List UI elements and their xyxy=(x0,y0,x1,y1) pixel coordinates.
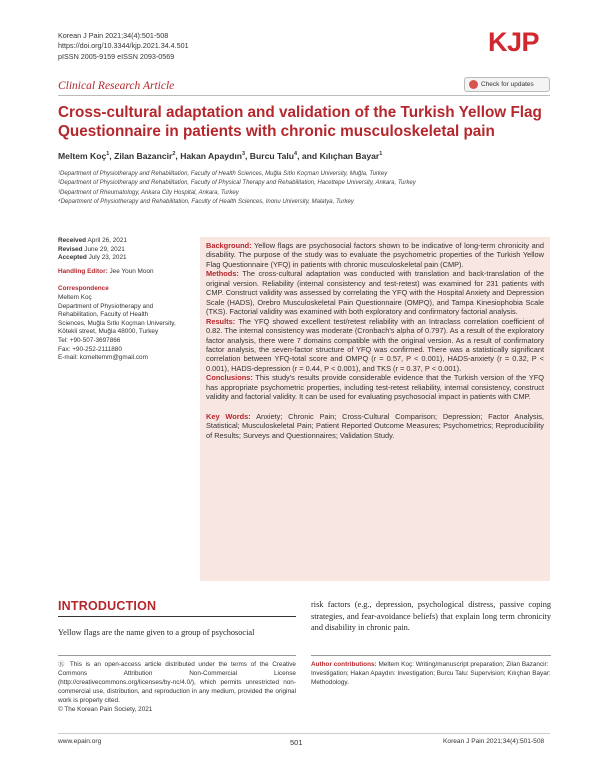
correspondence-line: Kötekli street, Muğla 48000, Turkey xyxy=(58,328,159,336)
author-affil-sup: 4 xyxy=(294,151,298,158)
kjp-logo: KJP xyxy=(488,27,540,57)
revised-date: Revised June 29, 2021 xyxy=(58,245,125,253)
author-name: Meltem Koç xyxy=(58,151,107,161)
author-name: Zilan Bazancir xyxy=(114,151,173,161)
journal-website[interactable]: www.epain.org xyxy=(58,738,102,745)
correspondence-line: Sciences, Muğla Sıtkı Koçman University, xyxy=(58,319,176,327)
footer-citation: Korean J Pain 2021;34(4):501-508 xyxy=(443,738,545,745)
author-affil-sup: 1 xyxy=(106,151,110,158)
correspondence-tel: Tel: +90-507-3697866 xyxy=(58,336,121,344)
section-label: Clinical Research Article xyxy=(58,80,175,92)
license-note: Ⓡ This is an open-access article distributed under the terms of the Creative Commons Attribution Non-Commercial License (http://creativecommons.org/licenses/by-nc/4.0/), which permits unrestricted non-commercial use, distribution, and reproduction in any medium, provided the original work is properly cited. © The Korean Pain Society, 2021 xyxy=(58,661,296,714)
footnote-divider-left xyxy=(58,655,296,656)
footer-divider xyxy=(58,733,550,734)
accepted-date: Accepted July 23, 2021 xyxy=(58,254,127,262)
copyright: © The Korean Pain Society, 2021 xyxy=(58,706,153,714)
introduction-underline xyxy=(58,616,296,617)
correspondence-line: Rehabilitation, Faculty of Health xyxy=(58,311,149,319)
affiliations xyxy=(58,170,550,208)
author-affil-sup: 3 xyxy=(241,151,246,158)
correspondence-line: Department of Physiotherapy and xyxy=(58,302,154,310)
introduction-heading: INTRODUCTION xyxy=(58,599,157,613)
abstract-keywords: Key Words: Anxiety; Chronic Pain; Cross-Cultural Comparison; Depression; Factor Analysis, Statistical; Musculoskeletal Pain; Patient Reported Outcome Measures; Psychometrics; Reproducibility of Results; Surveys and Questionnaires; Validation Study. xyxy=(206,411,544,440)
author-affil-sup: 2 xyxy=(172,151,176,158)
correspondence-heading: Correspondence xyxy=(58,285,109,293)
correspondence-line: Meltem Koç xyxy=(58,293,92,301)
footnote-divider-right xyxy=(311,655,551,656)
abstract-results: Results: The YFQ showed excellent test/retest reliability with an Intraclass correlation coefficient of 0.82. The internal consistency was moderate (Cronbach's alpha of 0.797). As a result of the exploratory factor analysis, there were 7 domains compatible with the original version. As a result of confirmatory factor analysis, the seven-factor structure of YFQ was confirmed. There was a statistically significant correlation between YFQ-total score and OMPQ (r = 0.57, P < 0.001), HADS-anxiety (r = 0.32, P < 0.001), HADS-depression (r = 0.44, P < 0.001), and TKS (r = 0.37, P < 0.001). xyxy=(206,316,544,373)
introduction-text: Yellow flags are the name given to a group of psychosocial xyxy=(58,628,255,637)
handling-editor: Handling Editor: Jee Youn Moon xyxy=(58,267,154,275)
check-updates-icon xyxy=(469,80,478,89)
affiliation: ²Department of Physiotherapy and Rehabilitation, Faculty of Physical Therapy and Rehabilitation, Hacettepe University, Ankara, Turkey xyxy=(58,180,416,187)
doi-link[interactable]: https://doi.org/10.3344/kjp.2021.34.4.501 xyxy=(58,41,189,51)
open-access-icon: Ⓡ xyxy=(58,661,70,668)
header-divider xyxy=(58,95,550,96)
author-list: Meltem Koç$^1$, Zilan Bazancir$^2$, Hakan Apaydın$^3$, Burcu Talu$^4$, and Kılıçhan Bayar$^1$ xyxy=(58,151,383,161)
check-for-updates-label: Check for updates xyxy=(481,81,534,88)
affiliation: ⁴Department of Physiotherapy and Rehabilitation, Faculty of Health Sciences, Inonu University, Malatya, Turkey xyxy=(58,199,354,206)
journal-citation: Korean J Pain 2021;34(4):501-508 xyxy=(58,31,169,40)
body-column-2: risk factors (e.g., depression, psychological distress, passive coping strategies, and fear-avoidance beliefs) that explain long term chronicity and disability in chronic pain. xyxy=(311,600,551,632)
abstract-box xyxy=(200,237,550,581)
abstract-background: Background: Yellow flags are psychosocial factors shown to be indicative of long-term chronicity and disability. The purpose of the study was to evaluate the psychometric properties of the Turkish Yellow Flag Questionnaire (YFQ) in patients with chronic musculoskeletal pain (CMP). xyxy=(206,241,544,269)
author-name: Burcu Talu xyxy=(249,151,295,161)
affiliation: ³Department of Rheumatology, Ankara City Hospital, Ankara, Turkey xyxy=(58,189,239,196)
abstract-conclusions: Conclusions: This study's results provide considerable evidence that the Turkish version of the YFQ has appropriate psychometric properties, including test-retest reliability, internal consistency, construct validity and factorial validity. It can be used for evaluating psychosocial impact in patients with CMP. xyxy=(206,373,544,402)
page-number: 501 xyxy=(290,738,303,747)
received-date: Received April 26, 2021 xyxy=(58,237,127,244)
abstract-methods: Methods: The cross-cultural adaptation was conducted with translation and back-translation of the original version. Reliability (internal consistency and test-retest) was examined for 231 patients with CMP. Construct validity was assessed by correlating the YFQ with the Hospital Anxiety and Depression Scale (HADS), Orebro Musculoskeletal Pain Questionnaire (OMPQ), and Tampa Kinesiophobia Scale (TKS). Factorial validity was examined with both exploratory and confirmatory factorial analysis. xyxy=(206,269,544,317)
issn: pISSN 2005-9159 eISSN 2093-0569 xyxy=(58,51,175,61)
citation-block xyxy=(58,31,189,62)
article-sidebar xyxy=(58,237,190,363)
author-name: Kılıçhan Bayar xyxy=(319,151,380,161)
check-for-updates-button[interactable] xyxy=(464,77,550,92)
affiliation: ¹Department of Physiotherapy and Rehabilitation, Faculty of Health Sciences, Muğla Sıtkı Koçman University, Muğla, Turkey xyxy=(58,171,388,177)
author-contributions: Author contributions: Meltem Koç: Writing/manuscript preparation; Zilan Bazancir: Investigation; Hakan Apaydın: Investigation; Burcu Talu: Supervision; Kılıçhan Bayar: Methodology. xyxy=(311,661,551,687)
article-title: Cross-cultural adaptation and validation of the Turkish Yellow Flag Questionnaire in patients with chronic musculoskeletal pain xyxy=(58,104,542,140)
correspondence-fax: Fax: +90-252-2111880 xyxy=(58,345,122,353)
author-affil-sup: 1 xyxy=(379,151,383,158)
author-name: Hakan Apaydın xyxy=(180,151,242,161)
correspondence-email[interactable]: E-mail: kcmeltemm@gmail.com xyxy=(58,354,148,362)
